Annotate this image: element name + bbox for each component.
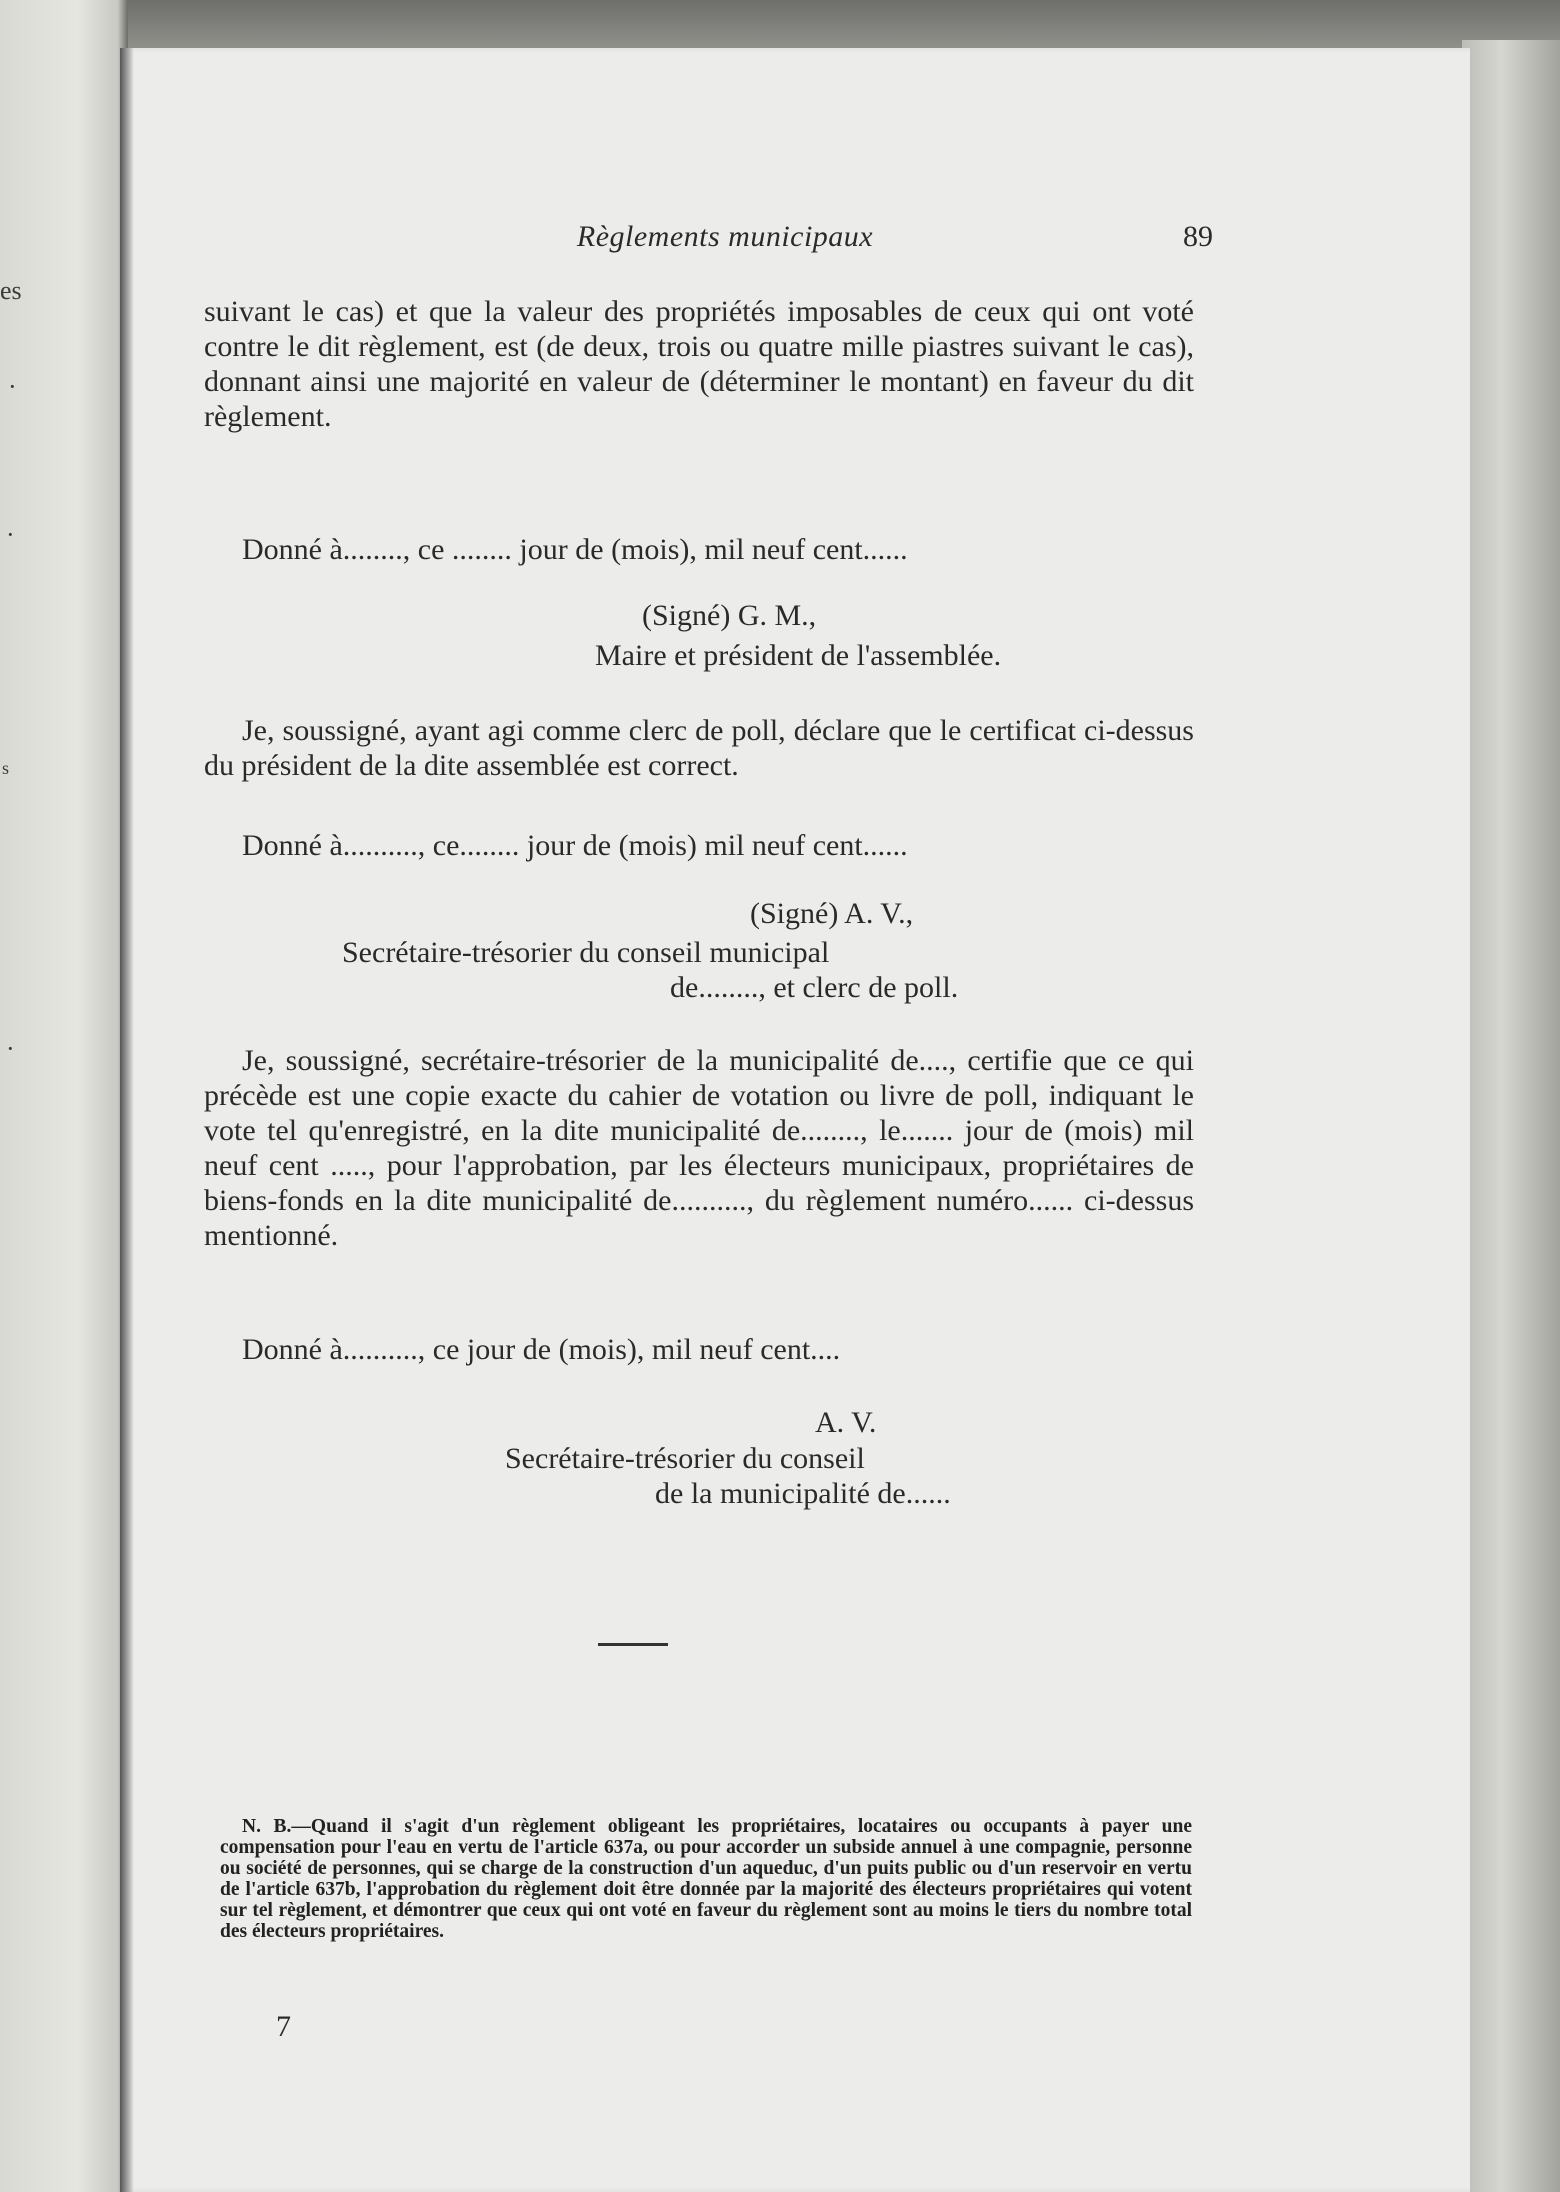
facing-page-fragment: ·	[8, 372, 17, 401]
paragraph-5: Je, soussigné, secrétaire-trésorier de la municipalité de...., certifie que ce qui précède est une copie exacte du cahier de votation ou livre de poll, indiquant le vote tel qu'enregistré, en la dite municipalité de........, le....... jour de (mois) mil neuf cent ....., pour l'approbation, par les électeurs municipaux, propriétaires de biens-fonds en la dite municipalité de.........., du règlement numéro...... ci-dessus mentionné.	[204, 1044, 1194, 1252]
signature-1-line-1: (Signé) G. M.,	[642, 599, 817, 632]
paragraph-date-1: Donné à........, ce ........ jour de (mois), mil neuf cent......	[242, 533, 908, 566]
signature-2-line-3: de........, et clerc de poll.	[670, 971, 959, 1004]
facing-page-fragment: ·	[6, 520, 15, 549]
signature-mark: 7	[276, 2010, 291, 2043]
signature-3-line-1: A. V.	[815, 1406, 877, 1439]
page-gutter	[120, 48, 134, 2192]
signature-2-line-2: Secrétaire-trésorier du conseil municipal	[342, 936, 830, 969]
paragraph-1: suivant le cas) et que la valeur des propriétés imposables de ceux qui ont voté contre le dit règlement, est (de deux, trois ou quatre mille piastres suivant le cas), donnant ainsi une majorité en valeur de (déterminer le montant) en faveur du dit règlement.	[204, 295, 1194, 433]
signature-2-line-1: (Signé) A. V.,	[750, 897, 914, 930]
facing-page-fragment: s	[2, 758, 10, 778]
facing-page-fragment: ·	[6, 1034, 15, 1063]
running-head: Règlements municipaux	[576, 220, 874, 253]
signature-1-line-2: Maire et président de l'assemblée.	[595, 639, 1002, 672]
paragraph-date-3: Donné à.........., ce jour de (mois), mil neuf cent....	[242, 1333, 841, 1366]
facing-page-edge	[0, 0, 128, 2192]
page-stack-edge	[1462, 40, 1560, 2192]
book-page	[120, 48, 1470, 2192]
paragraph-date-2: Donné à.........., ce........ jour de (mois) mil neuf cent......	[242, 829, 908, 862]
paragraph-3: Je, soussigné, ayant agi comme clerc de poll, déclare que le certificat ci-dessus du président de la dite assemblée est correct.	[204, 714, 1194, 782]
section-rule	[598, 1643, 668, 1646]
signature-3-line-3: de la municipalité de......	[655, 1477, 951, 1510]
footnote: N. B.—Quand il s'agit d'un règlement obligeant les propriétaires, locataires ou occupants à payer une compensation pour l'eau en vertu de l'article 637a, ou pour accorder un subside annuel à une compagnie, personne ou société de personnes, qui se charge de la construction d'un aqueduc, d'un puits public ou d'un reservoir en vertu de l'article 637b, l'approbation du règlement doit être donnée par la majorité des électeurs propriétaires qui votent sur tel règlement, et démontrer que ceux qui ont voté en faveur du règlement sont au moins le tiers du nombre total des électeurs propriétaires.	[220, 1816, 1192, 1942]
signature-3-line-2: Secrétaire-trésorier du conseil	[505, 1442, 865, 1475]
page-number: 89	[1183, 220, 1213, 253]
page-header	[120, 220, 1470, 260]
facing-page-fragment: es	[0, 276, 22, 305]
